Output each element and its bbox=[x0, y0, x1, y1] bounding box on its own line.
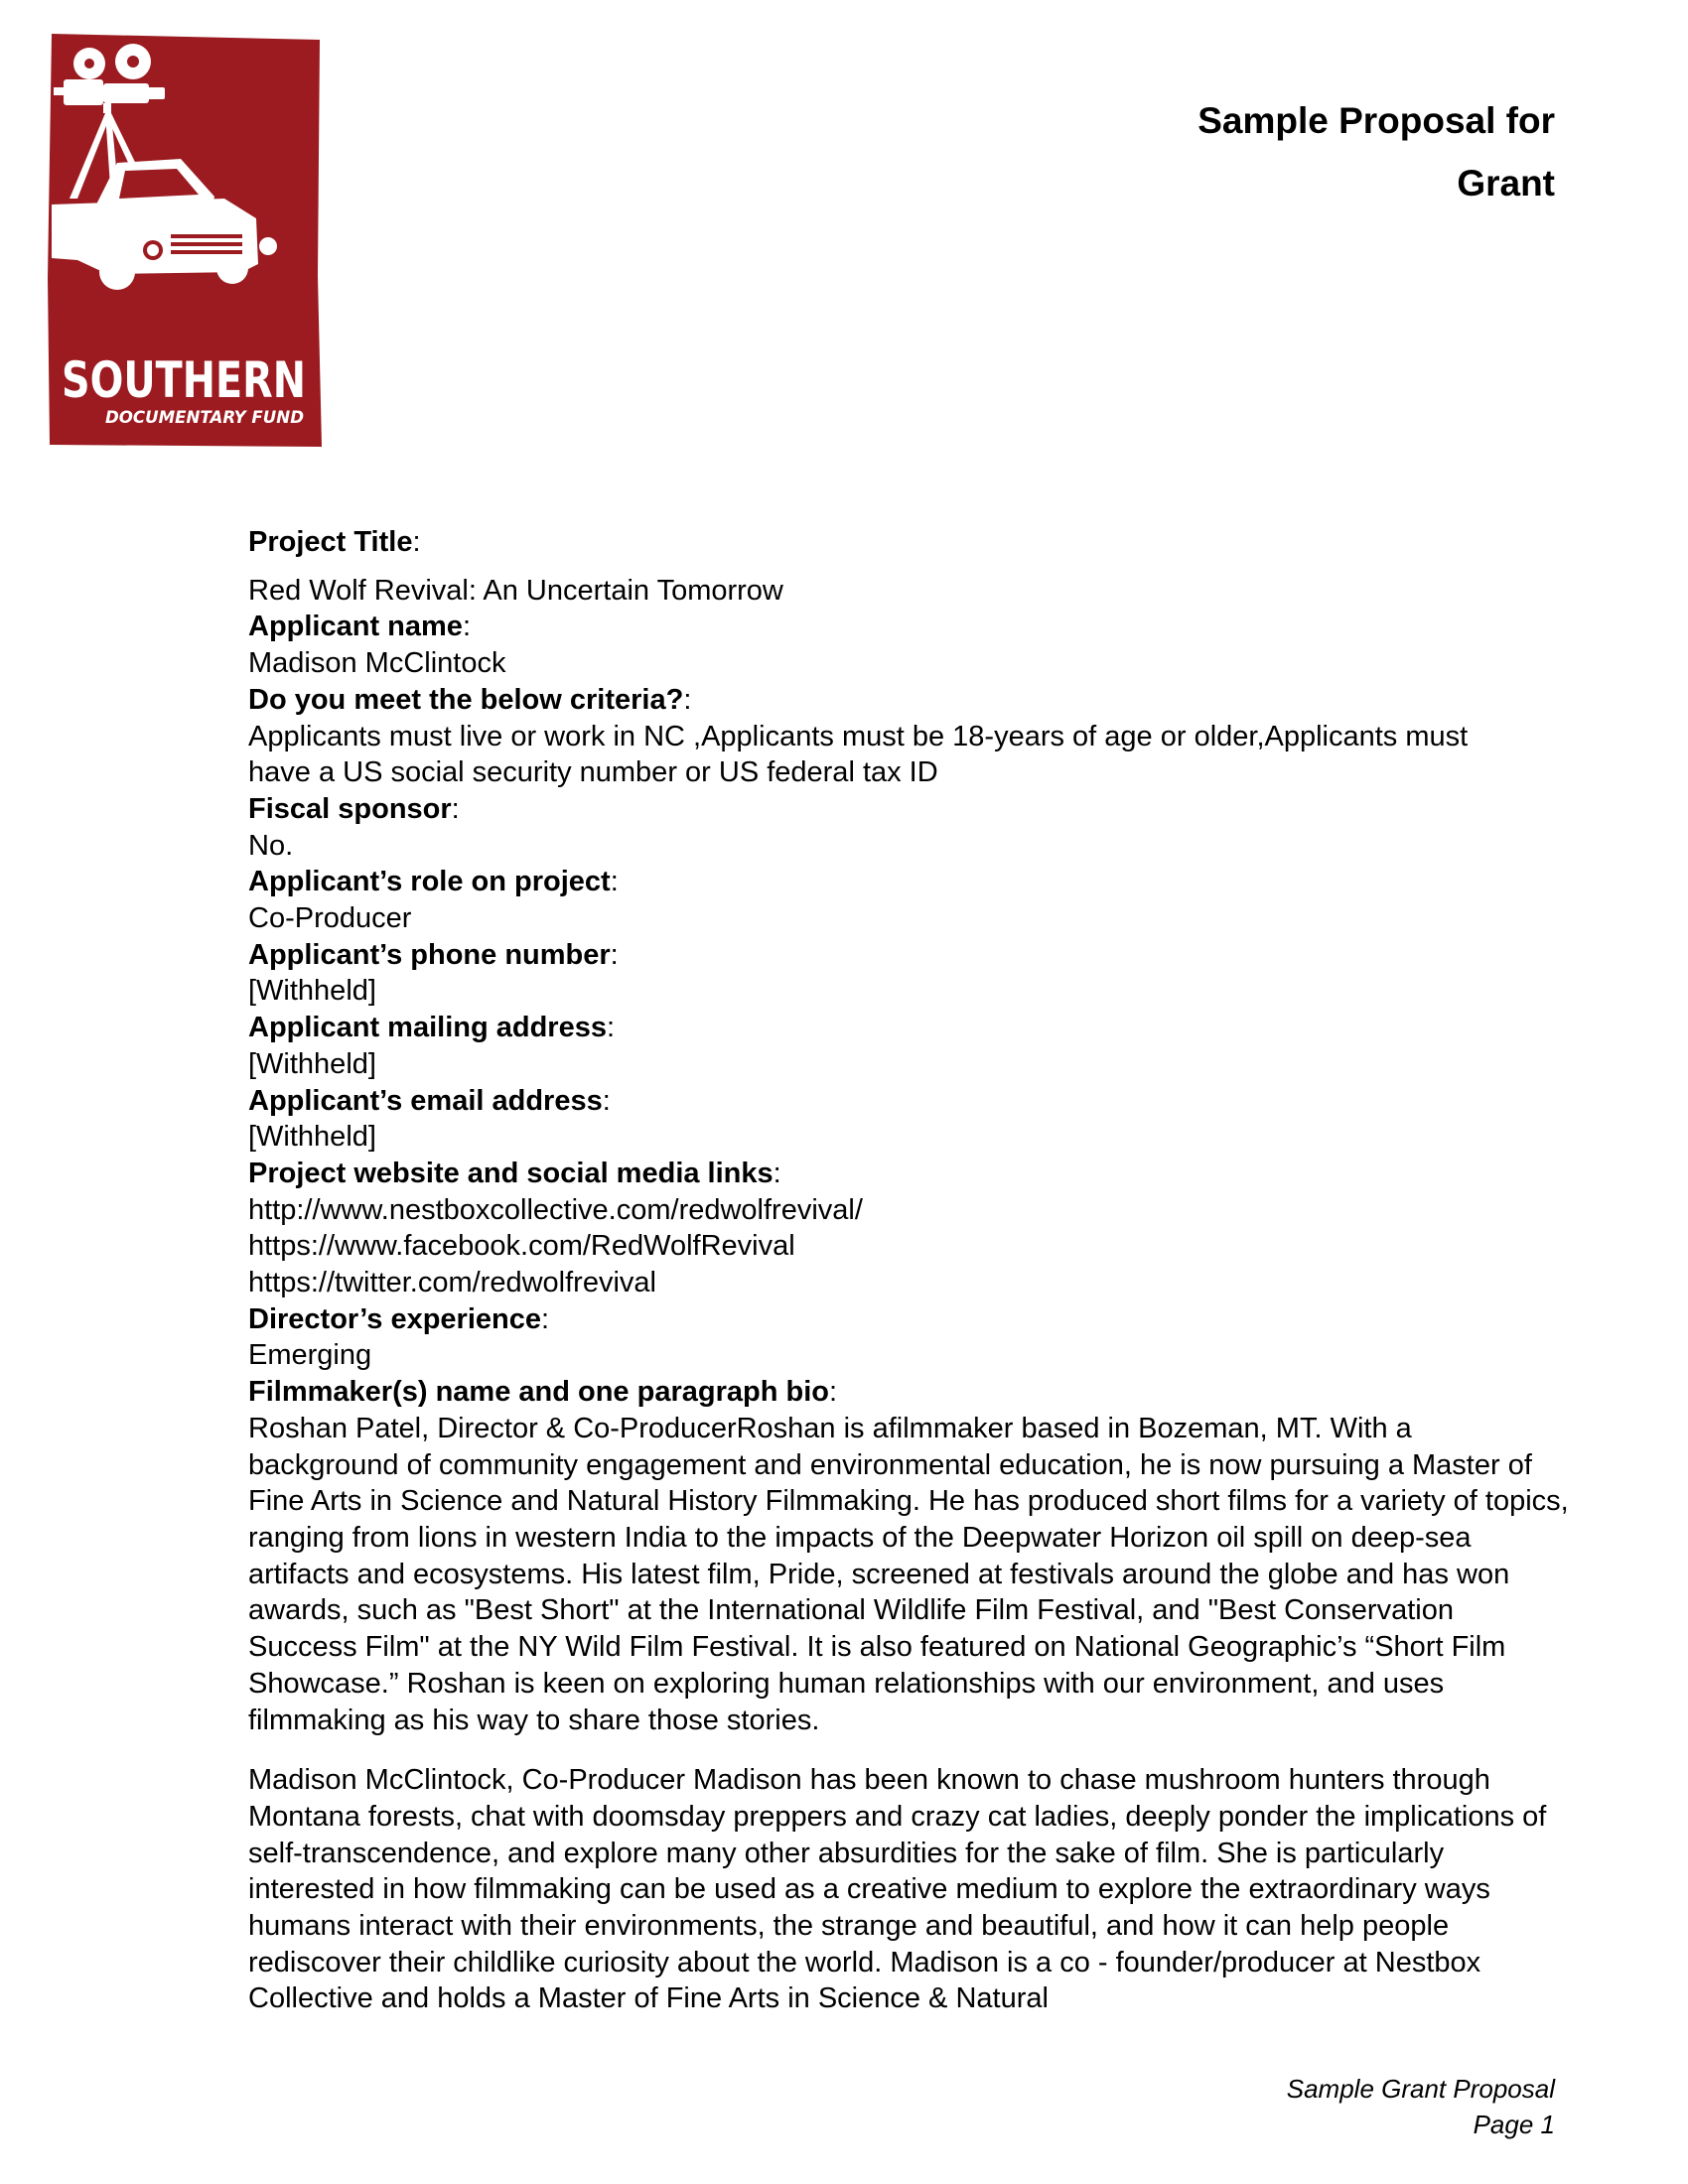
bios-label: Filmmaker(s) name and one paragraph bio bbox=[248, 1376, 829, 1409]
logo-text-main: SOUTHERN bbox=[62, 351, 306, 409]
facebook-link[interactable]: https://www.facebook.com/RedWolfRevival bbox=[248, 1230, 795, 1263]
website-link[interactable]: http://www.nestboxcollective.com/redwolfrevival/ bbox=[248, 1193, 863, 1226]
applicant-name-label: Applicant name bbox=[248, 611, 463, 643]
project-title-label-row: Project Title: bbox=[248, 526, 421, 558]
criteria-value: Applicants must live or work in NC ,Applicants must be 18-years of age or older,Applicants must have a US social security number or US federal tax ID bbox=[248, 720, 1469, 789]
role-label: Applicant’s role on project bbox=[248, 866, 611, 898]
email-label: Applicant’s email address bbox=[248, 1084, 603, 1117]
applicant-name-value: Madison McClintock bbox=[248, 647, 506, 680]
footer-page-number: Page 1 bbox=[1473, 2110, 1555, 2139]
applicant-name-label-row: Applicant name: bbox=[248, 611, 471, 643]
mailing-address-value: [Withheld] bbox=[248, 1047, 376, 1080]
proposal-content bbox=[248, 524, 1569, 2017]
links-label-row: Project website and social media links: bbox=[248, 1157, 781, 1189]
criteria-label-row: Do you meet the below criteria?: bbox=[248, 683, 692, 716]
director-experience-label: Director’s experience bbox=[248, 1302, 541, 1335]
document-title-line1: Sample Proposal for bbox=[1197, 100, 1555, 141]
bios-label-row: Filmmaker(s) name and one paragraph bio: bbox=[248, 1376, 838, 1409]
phone-label: Applicant’s phone number bbox=[248, 938, 611, 971]
project-title-value: Red Wolf Revival: An Uncertain Tomorrow bbox=[248, 574, 783, 607]
page-footer bbox=[959, 2071, 1555, 2142]
email-value: [Withheld] bbox=[248, 1121, 376, 1154]
fiscal-sponsor-label: Fiscal sponsor bbox=[248, 792, 452, 825]
document-title bbox=[959, 89, 1555, 214]
email-label-row: Applicant’s email address: bbox=[248, 1084, 611, 1117]
links-label: Project website and social media links bbox=[248, 1157, 774, 1189]
bio-paragraph-roshan: Roshan Patel, Director & Co-ProducerRoshan is afilmmaker based in Bozeman, MT. With a background of community engagement and environmental education, he is now pursuing a Master of Fine Arts in Science and Natural History Filmmaking. He has produced short films for a variety of topics, ranging from lions in western India to the impacts of the Deepwater Horizon oil spill on deep-sea artifacts and ecosystems. His latest film, Pride, screened at festivals around the globe and has won awards, such as "Best Short" at the International Wildlife Film Festival, and "Best Conservation Success Film" at the NY Wild Film Festival. It is also featured on National Geographic’s “Short Film Showcase.” Roshan is keen on exploring human relationships with our environment, and uses filmmaking as his way to share those stories. bbox=[248, 1412, 1569, 1736]
role-value: Co-Producer bbox=[248, 902, 412, 935]
criteria-label: Do you meet the below criteria? bbox=[248, 683, 684, 716]
bio-paragraph-madison: Madison McClintock, Co-Producer Madison has been known to chase mushroom hunters through Montana forests, chat with doomsday preppers and crazy cat ladies, deeply ponder the implications of self-transcendence, and explore many other absurdities for the sake of film. She is particularly interested in how filmmaking can be used as a creative medium to explore the extraordinary ways humans interact with their environments, the strange and beautiful, and how it can help people rediscover their childlike curiosity about the world. Madison is a co - founder/producer at Nestbox Collective and holds a Master of Fine Arts in Science & Natural bbox=[248, 1764, 1547, 2015]
phone-value: [Withheld] bbox=[248, 975, 376, 1008]
fiscal-sponsor-value: No. bbox=[248, 829, 294, 862]
document-title-line2: Grant bbox=[1457, 163, 1555, 204]
mailing-address-label: Applicant mailing address bbox=[248, 1012, 607, 1044]
project-title-label: Project Title bbox=[248, 526, 413, 558]
role-label-row: Applicant’s role on project: bbox=[248, 866, 619, 898]
fiscal-sponsor-label-row: Fiscal sponsor: bbox=[248, 792, 460, 825]
logo-text-sub: DOCUMENTARY FUND bbox=[105, 408, 304, 428]
mailing-address-label-row: Applicant mailing address: bbox=[248, 1012, 616, 1044]
phone-label-row: Applicant’s phone number: bbox=[248, 938, 619, 971]
southern-documentary-fund-logo bbox=[48, 30, 322, 451]
director-experience-value: Emerging bbox=[248, 1339, 372, 1372]
footer-doc-name: Sample Grant Proposal bbox=[1286, 2074, 1555, 2104]
twitter-link[interactable]: https://twitter.com/redwolfrevival bbox=[248, 1267, 656, 1299]
director-experience-label-row: Director’s experience: bbox=[248, 1302, 550, 1335]
